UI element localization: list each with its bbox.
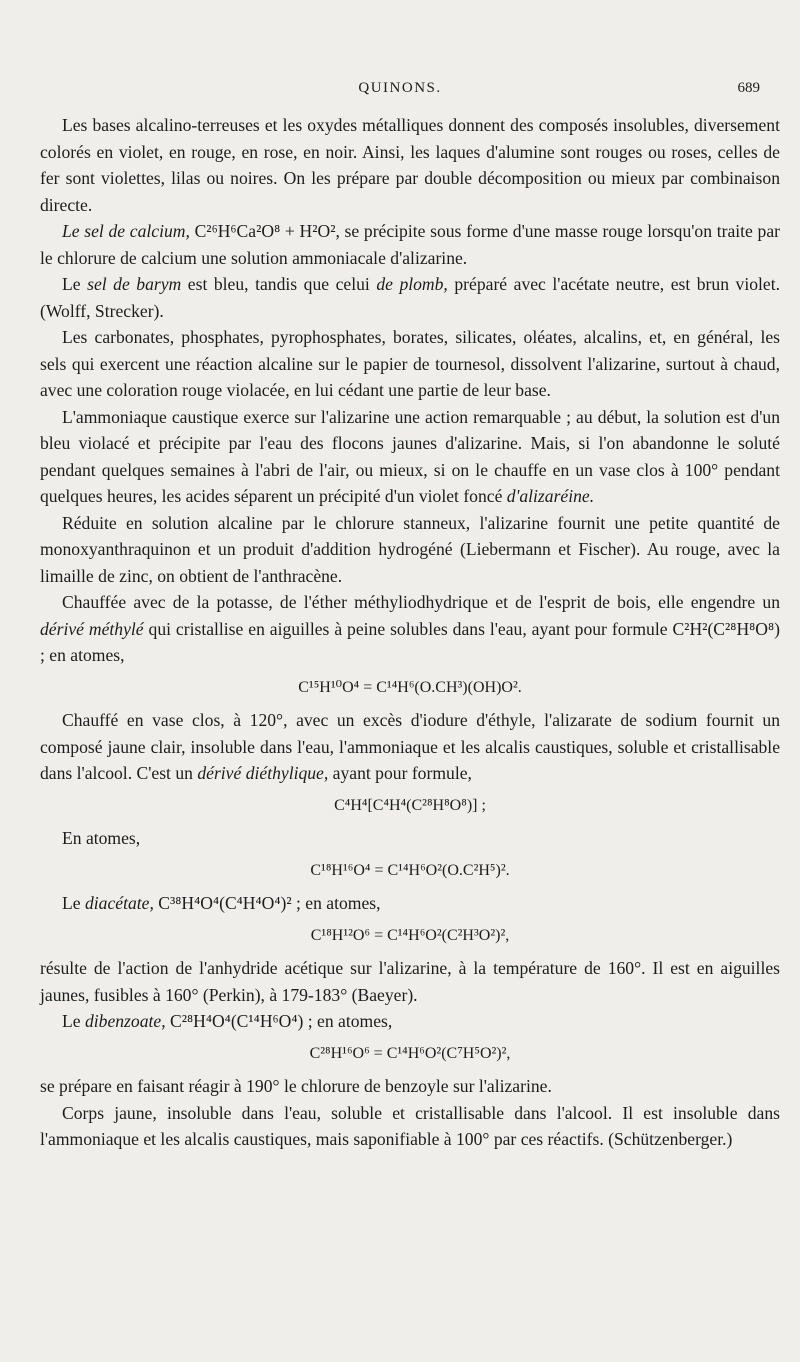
paragraph: résulte de l'action de l'anhydride acétique sur l'alizarine, à la température de 160°. Il est en aiguilles jaunes, fusibles à 160° (Perkin), à 179-183° (Baeyer). xyxy=(40,958,780,1005)
paragraph: Le sel de barym est bleu, tandis que celui de plomb, préparé avec l'acétate neutre, est brun violet. (Wolff, Strecker). xyxy=(40,274,781,321)
term: sel de barym xyxy=(87,274,182,294)
term: Le sel de calcium, xyxy=(62,221,190,241)
running-title: QUINONS. xyxy=(358,80,442,96)
paragraph: L'ammoniaque caustique exerce sur l'alizarine une action remarquable ; au début, la solution est d'un bleu violacé et précipite par l'eau des flocons jaunes d'alizarine. Mais, si l'on abandonne le soluté pendant quelques semaines à l'abri de l'air, ou mieux, si on le chauffe en un vase clos à 100° pendant quelques heures, les acides séparent un précipité d'un violet foncé d'alizaréine. xyxy=(40,406,780,506)
term: de plomb, xyxy=(376,274,448,294)
term: diacétate, xyxy=(84,893,154,913)
formula: C¹⁵H¹⁰O⁴ = C¹⁴H⁶(O.CH³)(OH)O². xyxy=(298,678,522,696)
page-header xyxy=(0,80,800,104)
paragraph: Corps jaune, insoluble dans l'eau, soluble et cristallisable dans l'alcool. Il est insoluble dans l'ammoniaque et les alcalis caustiques, mais saponifiable à 100° par ces réactifs. (Schützenberger.) xyxy=(40,1102,780,1149)
formula: C²⁸H¹⁶O⁶ = C¹⁴H⁶O²(C⁷H⁵O²)², xyxy=(309,1044,511,1062)
paragraph: Les bases alcalino-terreuses et les oxydes métalliques donnent des composés insolubles, diversement colorés en violet, en rouge, en rose, en noir. Ainsi, les laques d'alumine sont rouges ou roses, celles de fer sont violettes, lilas ou noires. On les prépare par double décomposition ou mieux par combinaison directe. xyxy=(40,115,780,215)
body-text xyxy=(40,112,780,1153)
term: dérivé diéthylique, xyxy=(197,763,329,783)
paragraph: En atomes, xyxy=(62,828,141,848)
formula: C¹⁸H¹²O⁶ = C¹⁴H⁶O²(C²H³O²)², xyxy=(310,926,510,944)
page-number: 689 xyxy=(737,80,760,96)
paragraph: Chauffée avec de la potasse, de l'éther méthyliodhydrique et de l'esprit de bois, elle engendre un dérivé méthylé qui cristallise en aiguilles à peine solubles dans l'eau, ayant pour formule C²H²(C²⁸H⁸O⁸) ; en atomes, xyxy=(40,592,780,665)
paragraph: Le diacétate, C³⁸H⁴O⁴(C⁴H⁴O⁴)² ; en atomes, xyxy=(62,893,381,913)
term: d'alizaréine. xyxy=(506,486,595,506)
paragraph: Les carbonates, phosphates, pyrophosphates, borates, silicates, oléates, alcalins, et, en général, les sels qui exercent une réaction alcaline sur le papier de tournesol, dissolvent l'alizarine, surtout à chaud, avec une coloration rouge violacée, en lui cédant une partie de leur base. xyxy=(40,327,780,400)
paragraph: se prépare en faisant réagir à 190° le chlorure de benzoyle sur l'alizarine. xyxy=(40,1076,552,1096)
formula: C⁴H⁴[C⁴H⁴(C²⁸H⁸O⁸)] ; xyxy=(334,796,486,814)
paragraph: Le dibenzoate, C²⁸H⁴O⁴(C¹⁴H⁶O⁴) ; en atomes, xyxy=(62,1011,393,1031)
term: dibenzoate, xyxy=(84,1011,166,1031)
paragraph: Le sel de calcium, C²⁶H⁶Ca²O⁸ + H²O², se précipite sous forme d'une masse rouge lorsqu'on traite par le chlorure de calcium une solution ammoniacale d'alizarine. xyxy=(40,221,780,268)
paragraph: Réduite en solution alcaline par le chlorure stanneux, l'alizarine fournit une petite quantité de monoxyanthraquinon et un produit d'addition hydrogéné (Liebermann et Fischer). Au rouge, avec la limaille de zinc, on obtient de l'anthracène. xyxy=(40,512,780,586)
formula: C¹⁸H¹⁶O⁴ = C¹⁴H⁶O²(O.C²H⁵)². xyxy=(310,861,510,879)
paragraph: Chauffé en vase clos, à 120°, avec un excès d'iodure d'éthyle, l'alizarate de sodium fournit un composé jaune clair, insoluble dans l'eau, l'ammoniaque et les alcalis caustiques, soluble et cristallisable dans l'alcool. C'est un dérivé diéthylique, ayant pour formule, xyxy=(40,710,780,783)
term: dérivé méthylé xyxy=(40,618,144,639)
